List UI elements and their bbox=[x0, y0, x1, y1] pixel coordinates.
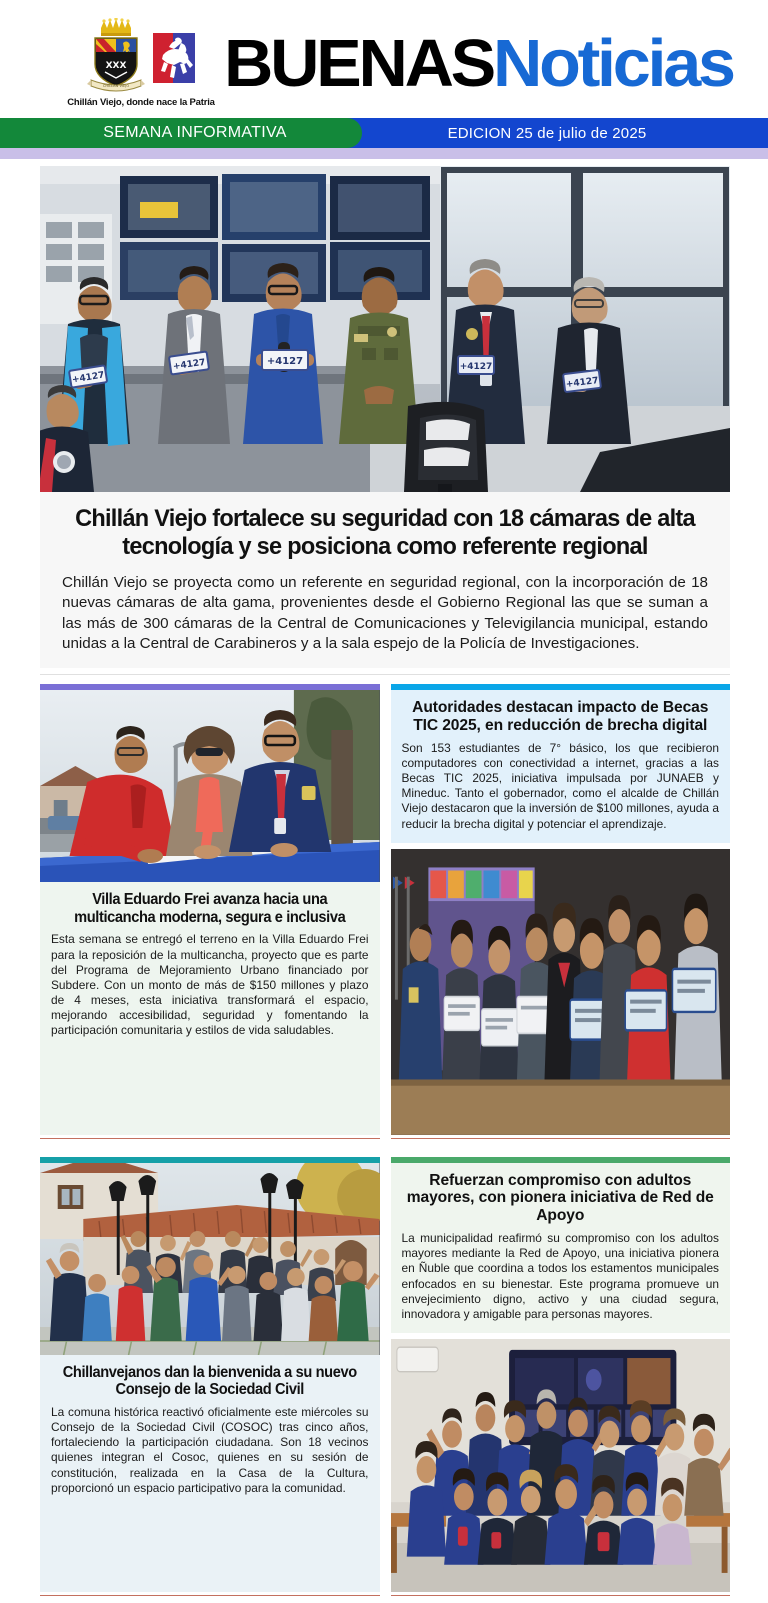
story-becas-body bbox=[391, 690, 731, 843]
office-chair bbox=[404, 402, 488, 492]
logo-tagline: Chillán Viejo, donde nace la Patria bbox=[67, 96, 215, 108]
section-label: SEMANA INFORMATIVA bbox=[0, 118, 362, 148]
students-certificates-photo bbox=[391, 849, 731, 1135]
lead-story-text: Chillán Viejo se proyecta como un referente en seguridad regional, con la incorporación de 18 nuevas cámaras de alta gama, provenientes desde el Gobierno Regional las que se suman a las más de 300 cámaras de la Central de Comunicaciones y Televigilancia municipal, estando unidas a la Central de Carabineros y a la sala espejo de la Policía de Investigaciones. bbox=[62, 573, 708, 652]
control-room-officials-photo bbox=[40, 166, 730, 492]
story-red-de-apoyo[interactable] bbox=[391, 1146, 731, 1603]
coat-of-arms-icon bbox=[85, 18, 147, 98]
story-villa-eduardo-frei[interactable] bbox=[40, 684, 380, 1145]
story-cosoc-body bbox=[40, 1355, 380, 1592]
lead-story[interactable] bbox=[40, 166, 730, 675]
logo-emblems bbox=[62, 17, 220, 99]
story-villa-body bbox=[40, 882, 380, 1134]
story-divider-rule bbox=[40, 1595, 380, 1596]
lavender-divider-strip bbox=[0, 148, 768, 159]
svg-text:+4127: +4127 bbox=[459, 362, 493, 372]
story-consejo-sociedad-civil[interactable] bbox=[40, 1146, 380, 1603]
lead-story-body bbox=[40, 492, 730, 668]
lead-story-title: Chillán Viejo fortalece su seguridad con 18 cámaras de alta tecnología y se posiciona como referente regional bbox=[75, 505, 695, 561]
cosoc-group-photo bbox=[40, 1163, 380, 1355]
cosoc-group-illustration bbox=[40, 1163, 380, 1355]
svg-text:+4127: +4127 bbox=[565, 376, 600, 390]
municipal-staff-photo bbox=[391, 1339, 731, 1592]
story-red-apoyo-text: La municipalidad reafirmó su compromiso con los adultos mayores mediante la Red de Apoyo, una iniciativa pionera en Ñuble que coordina a todos los estamentos municipales enfocados en su bienestar. Este programa promueve un envejecimiento digno, activo y una ciudad segura, innovadora y amigable para personas mayores. bbox=[401, 1231, 719, 1321]
story-cosoc-text: La comuna histórica reactivó oficialmente este miércoles su Consejo de la Sociedad Civil (COSOC) tras cinco años, fortaleciendo la participación ciudadana. Son 18 vecinos quienes integran el Cosoc, quienes en su sesión de constitución, realizada en la Casa de la Cultura, proporcionó un espacio participativo para la comunidad. bbox=[51, 1404, 369, 1495]
story-villa-title: Villa Eduardo Frei avanza hacia una multicancha moderna, segura e inclusiva bbox=[74, 891, 346, 926]
signing-ceremony-photo bbox=[40, 690, 380, 882]
story-divider-rule bbox=[391, 1138, 731, 1139]
control-room-photo-illustration bbox=[40, 166, 730, 492]
svg-text:+4127: +4127 bbox=[266, 356, 304, 367]
story-becas-text: Son 153 estudiantes de 7° básico, los que recibieron computadores con conectividad a internet, gracias a las Becas TIC 2025, iniciativa impulsada por JUNAEB y Mineduc. Tanto el gobernador, como el alcalde de Chillán Viejo destacaron que la inversión de $100 millones, ayuda a reducir la brecha digital y potenciar el aprendizaje. bbox=[401, 740, 719, 831]
story-cosoc-title: Chillanvejanos dan la bienvenida a su nuevo Consejo de la Sociedad Civil bbox=[62, 1363, 357, 1399]
story-divider-rule bbox=[40, 1138, 380, 1139]
students-certificates-illustration bbox=[391, 849, 731, 1135]
svg-text:+4127: +4127 bbox=[71, 370, 106, 386]
horse-rider-emblem-icon bbox=[151, 29, 197, 87]
brand-title bbox=[220, 26, 750, 102]
brand-word-buenas: BUENAS bbox=[224, 26, 493, 102]
municipal-staff-illustration bbox=[391, 1339, 731, 1592]
svg-text:XXX: XXX bbox=[105, 60, 127, 71]
story-red-apoyo-title: Refuerzan compromiso con adultos mayores, con pionera iniciativa de Red de Apoyo bbox=[406, 1171, 714, 1225]
edition-label: EDICION 25 de julio de 2025 bbox=[362, 118, 768, 148]
municipal-logo bbox=[62, 17, 220, 108]
content-area bbox=[0, 159, 768, 1603]
banner-row bbox=[0, 118, 768, 148]
svg-text:+4127: +4127 bbox=[172, 357, 207, 373]
stories-grid bbox=[40, 684, 730, 1603]
story-divider-rule bbox=[391, 1595, 731, 1596]
story-becas-tic[interactable] bbox=[391, 684, 731, 1145]
story-red-apoyo-body bbox=[391, 1163, 731, 1333]
signing-ceremony-illustration bbox=[40, 690, 380, 882]
brand-word-noticias: Noticias bbox=[492, 26, 733, 102]
story-villa-text: Esta semana se entregó el terreno en la Villa Eduardo Frei para la reposición de la multicancha, proyecto que es parte del Programa de Mejoramiento Urbano financiado por Subdere. Con un monto de más de $150 millones y plazo de 4 meses, esta iniciativa transformará el espacio, mejorando accesibilidad, seguridad y fomentando la participación comunitaria y estilos de vida saludables. bbox=[51, 932, 369, 1038]
story-becas-title: Autoridades destacan impacto de Becas TIC 2025, en reducción de brecha digital bbox=[412, 699, 709, 735]
masthead bbox=[0, 0, 768, 118]
svg-text:CHILLAN VIEJO: CHILLAN VIEJO bbox=[102, 83, 130, 88]
